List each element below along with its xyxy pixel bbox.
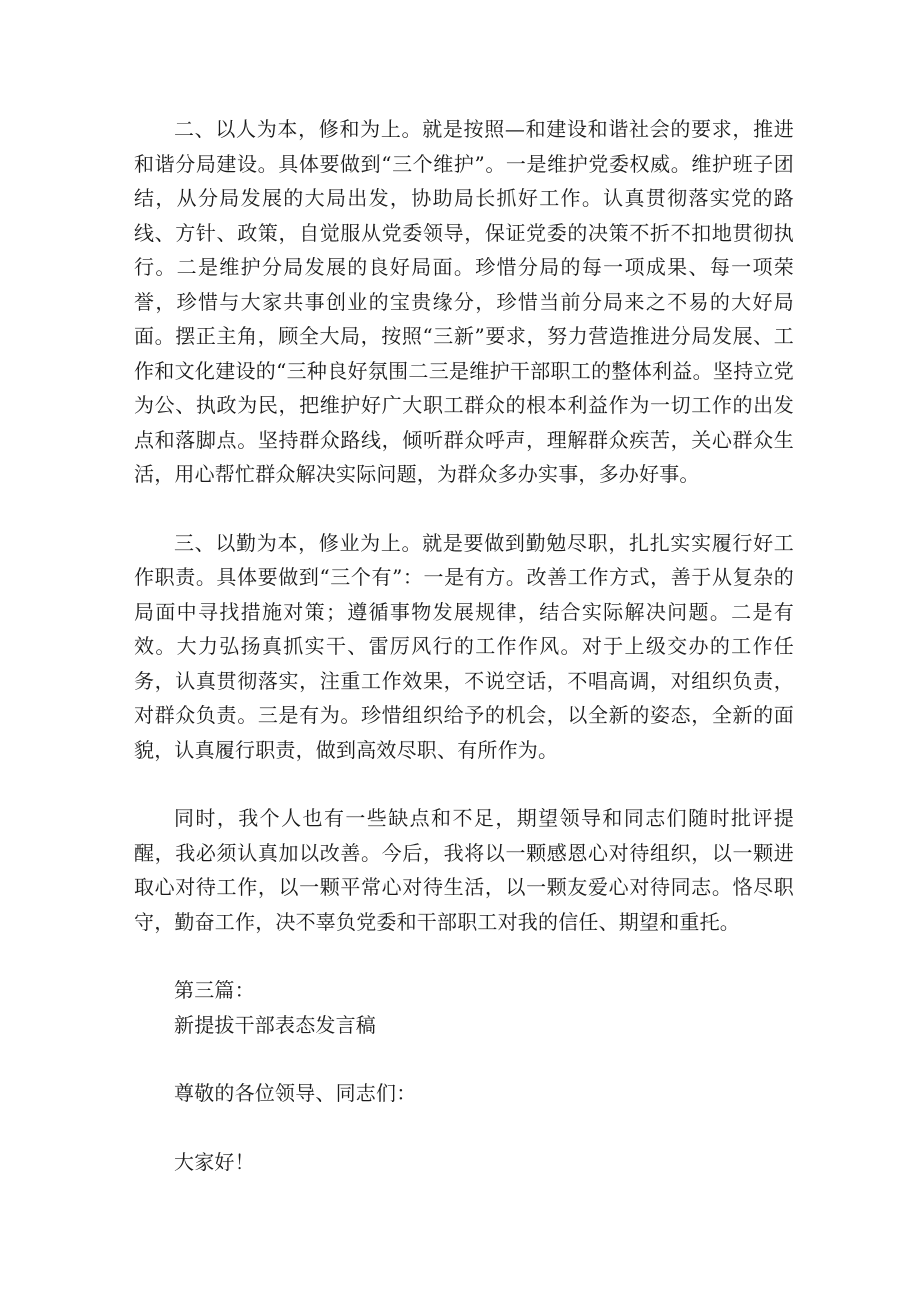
salutation: 尊敬的各位领导、同志们： — [174, 1081, 417, 1105]
document-body — [134, 112, 794, 1179]
spacer — [134, 1042, 794, 1076]
paragraph-diligence: 三、以勤为本，修业为上。就是要做到勤勉尽职，扎扎实实履行好工作职责。具体要做到“三个有”：一是有方。改善工作方式，善于从复杂的局面中寻找措施对策；遵循事物发展规律，结合实际解决问题。二是有效。大力弘扬真抓实干、雷厉风行的工作作风。对于上级交办的工作任务，认真贯彻落实，注重工作效果，不说空话，不唱高调，对组织负责，对群众负责。三是有为。珍惜组织给予的机会，以全新的姿态，全新的面貌，认真履行职责，做到高效尽职、有所作为。 — [134, 530, 794, 762]
spacer — [134, 1111, 794, 1145]
paragraph-harmony: 二、以人为本，修和为上。就是按照—和建设和谐社会的要求，推进和谐分局建设。具体要做到“三个维护”。一是维护党委权威。维护班子团结，从分局发展的大局出发，协助局长抓好工作。认真贯彻落实党的路线、方针、政策，自觉服从党委领导，保证党委的决策不折不扣地贯彻执行。二是维护分局发展的良好局面。珍惜分局的每一项成果、每一项荣誉，珍惜与大家共事创业的宝贵缘分，珍惜当前分局来之不易的大好局面。摆正主角，顾全大局，按照“三新”要求，努力营造推进分局发展、工作和文化建设的“三种良好氛围二三是维护干部职工的整体利益。坚持立党为公、执政为民，把维护好广大职工群众的根本利益作为一切工作的出发点和落脚点。坚持群众路线，倾听群众呼声，理解群众疾苦，关心群众生活，用心帮忙群众解决实际问题，为群众多办实事，多办好事。 — [134, 117, 794, 486]
section-title: 新提拔干部表态发言稿 — [174, 1012, 376, 1037]
paragraph-commitment: 同时，我个人也有一些缺点和不足，期望领导和同志们随时批评提醒，我必须认真加以改善。今后，我将以一颗感恩心对待组织，以一颗进取心对待工作，以一颗平常心对待生活，以一颗友爱心对待同志。恪尽职守，勤奋工作，决不辜负党委和干部职工对我的信任、期望和重托。 — [134, 806, 794, 934]
greeting: 大家好！ — [174, 1149, 255, 1174]
section-label: 第三篇： — [174, 978, 255, 1002]
